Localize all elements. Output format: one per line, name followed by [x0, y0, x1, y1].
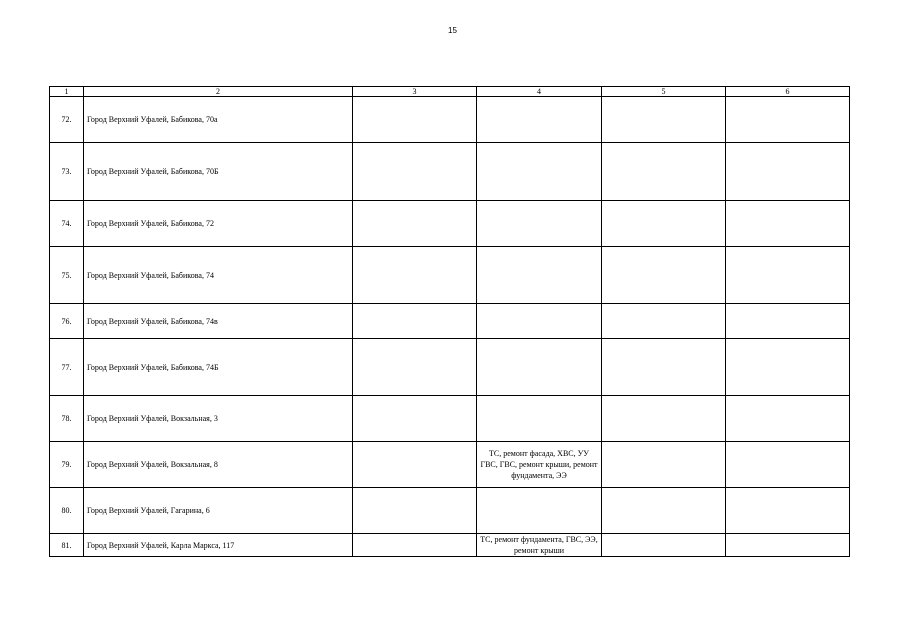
- row-number: 72.: [50, 97, 84, 143]
- address-table: [49, 86, 850, 557]
- row-col4: [477, 97, 602, 143]
- header-cell: 2: [84, 87, 353, 97]
- row-col3: [353, 201, 477, 247]
- row-address: Город Верхний Уфалей, Карла Маркса, 117: [84, 534, 353, 557]
- row-col6: [726, 247, 850, 304]
- row-col3: [353, 247, 477, 304]
- table-row: [50, 247, 850, 304]
- row-number: 77.: [50, 339, 84, 396]
- table-row: [50, 143, 850, 201]
- table-row: [50, 488, 850, 534]
- row-address: Город Верхний Уфалей, Гагарина, 6: [84, 488, 353, 534]
- row-col5: [602, 143, 726, 201]
- table-header-row: [50, 87, 850, 97]
- header-cell: 6: [726, 87, 850, 97]
- row-address: Город Верхний Уфалей, Бабикова, 74: [84, 247, 353, 304]
- row-number: 76.: [50, 304, 84, 339]
- row-col5: [602, 304, 726, 339]
- row-col3: [353, 143, 477, 201]
- row-col6: [726, 304, 850, 339]
- row-col5: [602, 396, 726, 442]
- row-col6: [726, 143, 850, 201]
- row-address: Город Верхний Уфалей, Вокзальная, 3: [84, 396, 353, 442]
- header-cell: 1: [50, 87, 84, 97]
- row-number: 73.: [50, 143, 84, 201]
- page-number: 15: [448, 26, 457, 35]
- table-row: [50, 534, 850, 557]
- table-row: [50, 442, 850, 488]
- row-address: Город Верхний Уфалей, Бабикова, 72: [84, 201, 353, 247]
- row-col4: [477, 201, 602, 247]
- row-col5: [602, 442, 726, 488]
- row-address: Город Верхний Уфалей, Бабикова, 74Б: [84, 339, 353, 396]
- row-col4: [477, 396, 602, 442]
- row-col4: [477, 143, 602, 201]
- row-number: 78.: [50, 396, 84, 442]
- row-number: 74.: [50, 201, 84, 247]
- row-col3: [353, 304, 477, 339]
- row-col3: [353, 534, 477, 557]
- row-col3: [353, 339, 477, 396]
- row-address: Город Верхний Уфалей, Бабикова, 70а: [84, 97, 353, 143]
- row-col5: [602, 534, 726, 557]
- row-col5: [602, 247, 726, 304]
- row-number: 80.: [50, 488, 84, 534]
- row-col6: [726, 396, 850, 442]
- row-col4: [477, 304, 602, 339]
- row-col3: [353, 442, 477, 488]
- row-col6: [726, 488, 850, 534]
- header-cell: 4: [477, 87, 602, 97]
- row-number: 75.: [50, 247, 84, 304]
- row-col4: [477, 339, 602, 396]
- table-row: [50, 304, 850, 339]
- row-col4: [477, 488, 602, 534]
- header-cell: 3: [353, 87, 477, 97]
- row-address: Город Верхний Уфалей, Бабикова, 74в: [84, 304, 353, 339]
- row-col4: ТС, ремонт фундамента, ГВС, ЭЭ, ремонт крыши: [477, 534, 602, 557]
- table-row: [50, 97, 850, 143]
- header-cell: 5: [602, 87, 726, 97]
- row-number: 79.: [50, 442, 84, 488]
- row-col6: [726, 534, 850, 557]
- row-number: 81.: [50, 534, 84, 557]
- row-col4: [477, 247, 602, 304]
- table-row: [50, 201, 850, 247]
- row-col5: [602, 201, 726, 247]
- row-col6: [726, 97, 850, 143]
- row-col4: ТС, ремонт фасада, ХВС, УУ ГВС, ГВС, ремонт крыши, ремонт фундамента, ЭЭ: [477, 442, 602, 488]
- row-address: Город Верхний Уфалей, Вокзальная, 8: [84, 442, 353, 488]
- table-row: [50, 396, 850, 442]
- row-col3: [353, 488, 477, 534]
- row-col6: [726, 442, 850, 488]
- row-col3: [353, 396, 477, 442]
- row-address: Город Верхний Уфалей, Бабикова, 70Б: [84, 143, 353, 201]
- row-col6: [726, 339, 850, 396]
- row-col5: [602, 97, 726, 143]
- row-col6: [726, 201, 850, 247]
- table-row: [50, 339, 850, 396]
- row-col5: [602, 339, 726, 396]
- row-col5: [602, 488, 726, 534]
- row-col3: [353, 97, 477, 143]
